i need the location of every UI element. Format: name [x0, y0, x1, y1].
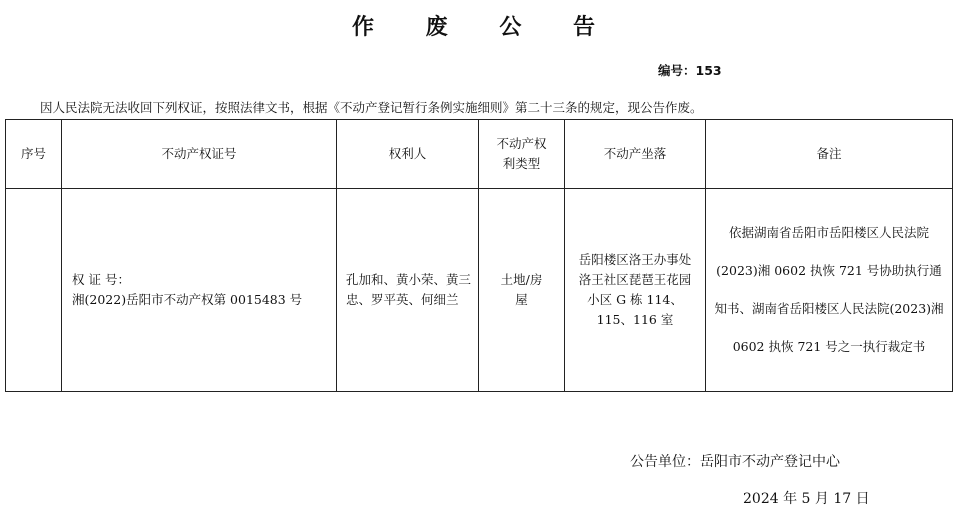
void-certificate-table — [5, 119, 953, 392]
header-type-label: 不动产权利类型 — [496, 136, 547, 171]
table-row — [6, 189, 953, 392]
type-value: 土地/房屋 — [500, 272, 543, 307]
header-note: 备注 — [706, 120, 953, 189]
header-type — [479, 120, 565, 189]
document-title: 作 废 公 告 — [352, 15, 617, 40]
issue-date: 2024 年 5 月 17 日 — [743, 491, 870, 507]
cert-label: 权 证 号： — [72, 272, 130, 287]
header-holder: 权利人 — [337, 120, 479, 189]
cell-holder: 孔加和、黄小荣、黄三忠、罗平英、何细兰 — [337, 189, 479, 392]
cert-value: 湘(2022)岳阳市不动产权第 0015483 号 — [72, 292, 303, 307]
cell-cert-no — [62, 189, 337, 392]
cell-index — [6, 189, 62, 392]
header-location: 不动产坐落 — [565, 120, 706, 189]
cell-location: 岳阳楼区洛王办事处洛王社区琵琶王花园小区 G 栋 114、115、116 室 — [565, 189, 706, 392]
issuing-unit: 公告单位：岳阳市不动产登记中心 — [630, 454, 840, 470]
cell-type — [479, 189, 565, 392]
header-cert-no: 不动产权证号 — [62, 120, 337, 189]
document-number: 编号：153 — [658, 63, 722, 78]
table-header-row — [6, 120, 953, 189]
cell-note: 依据湖南省岳阳市岳阳楼区人民法院(2023)湘 0602 执恢 721 号协助执行通知书、湖南省岳阳楼区人民法院(2023)湘 0602 执恢 721 号之一执行裁定书 — [706, 189, 953, 392]
intro-paragraph: 因人民法院无法收回下列权证，按照法律文书，根据《不动产登记暂行条例实施细则》第二十三条的规定，现公告作废。 — [40, 100, 703, 115]
header-index: 序号 — [6, 120, 62, 189]
